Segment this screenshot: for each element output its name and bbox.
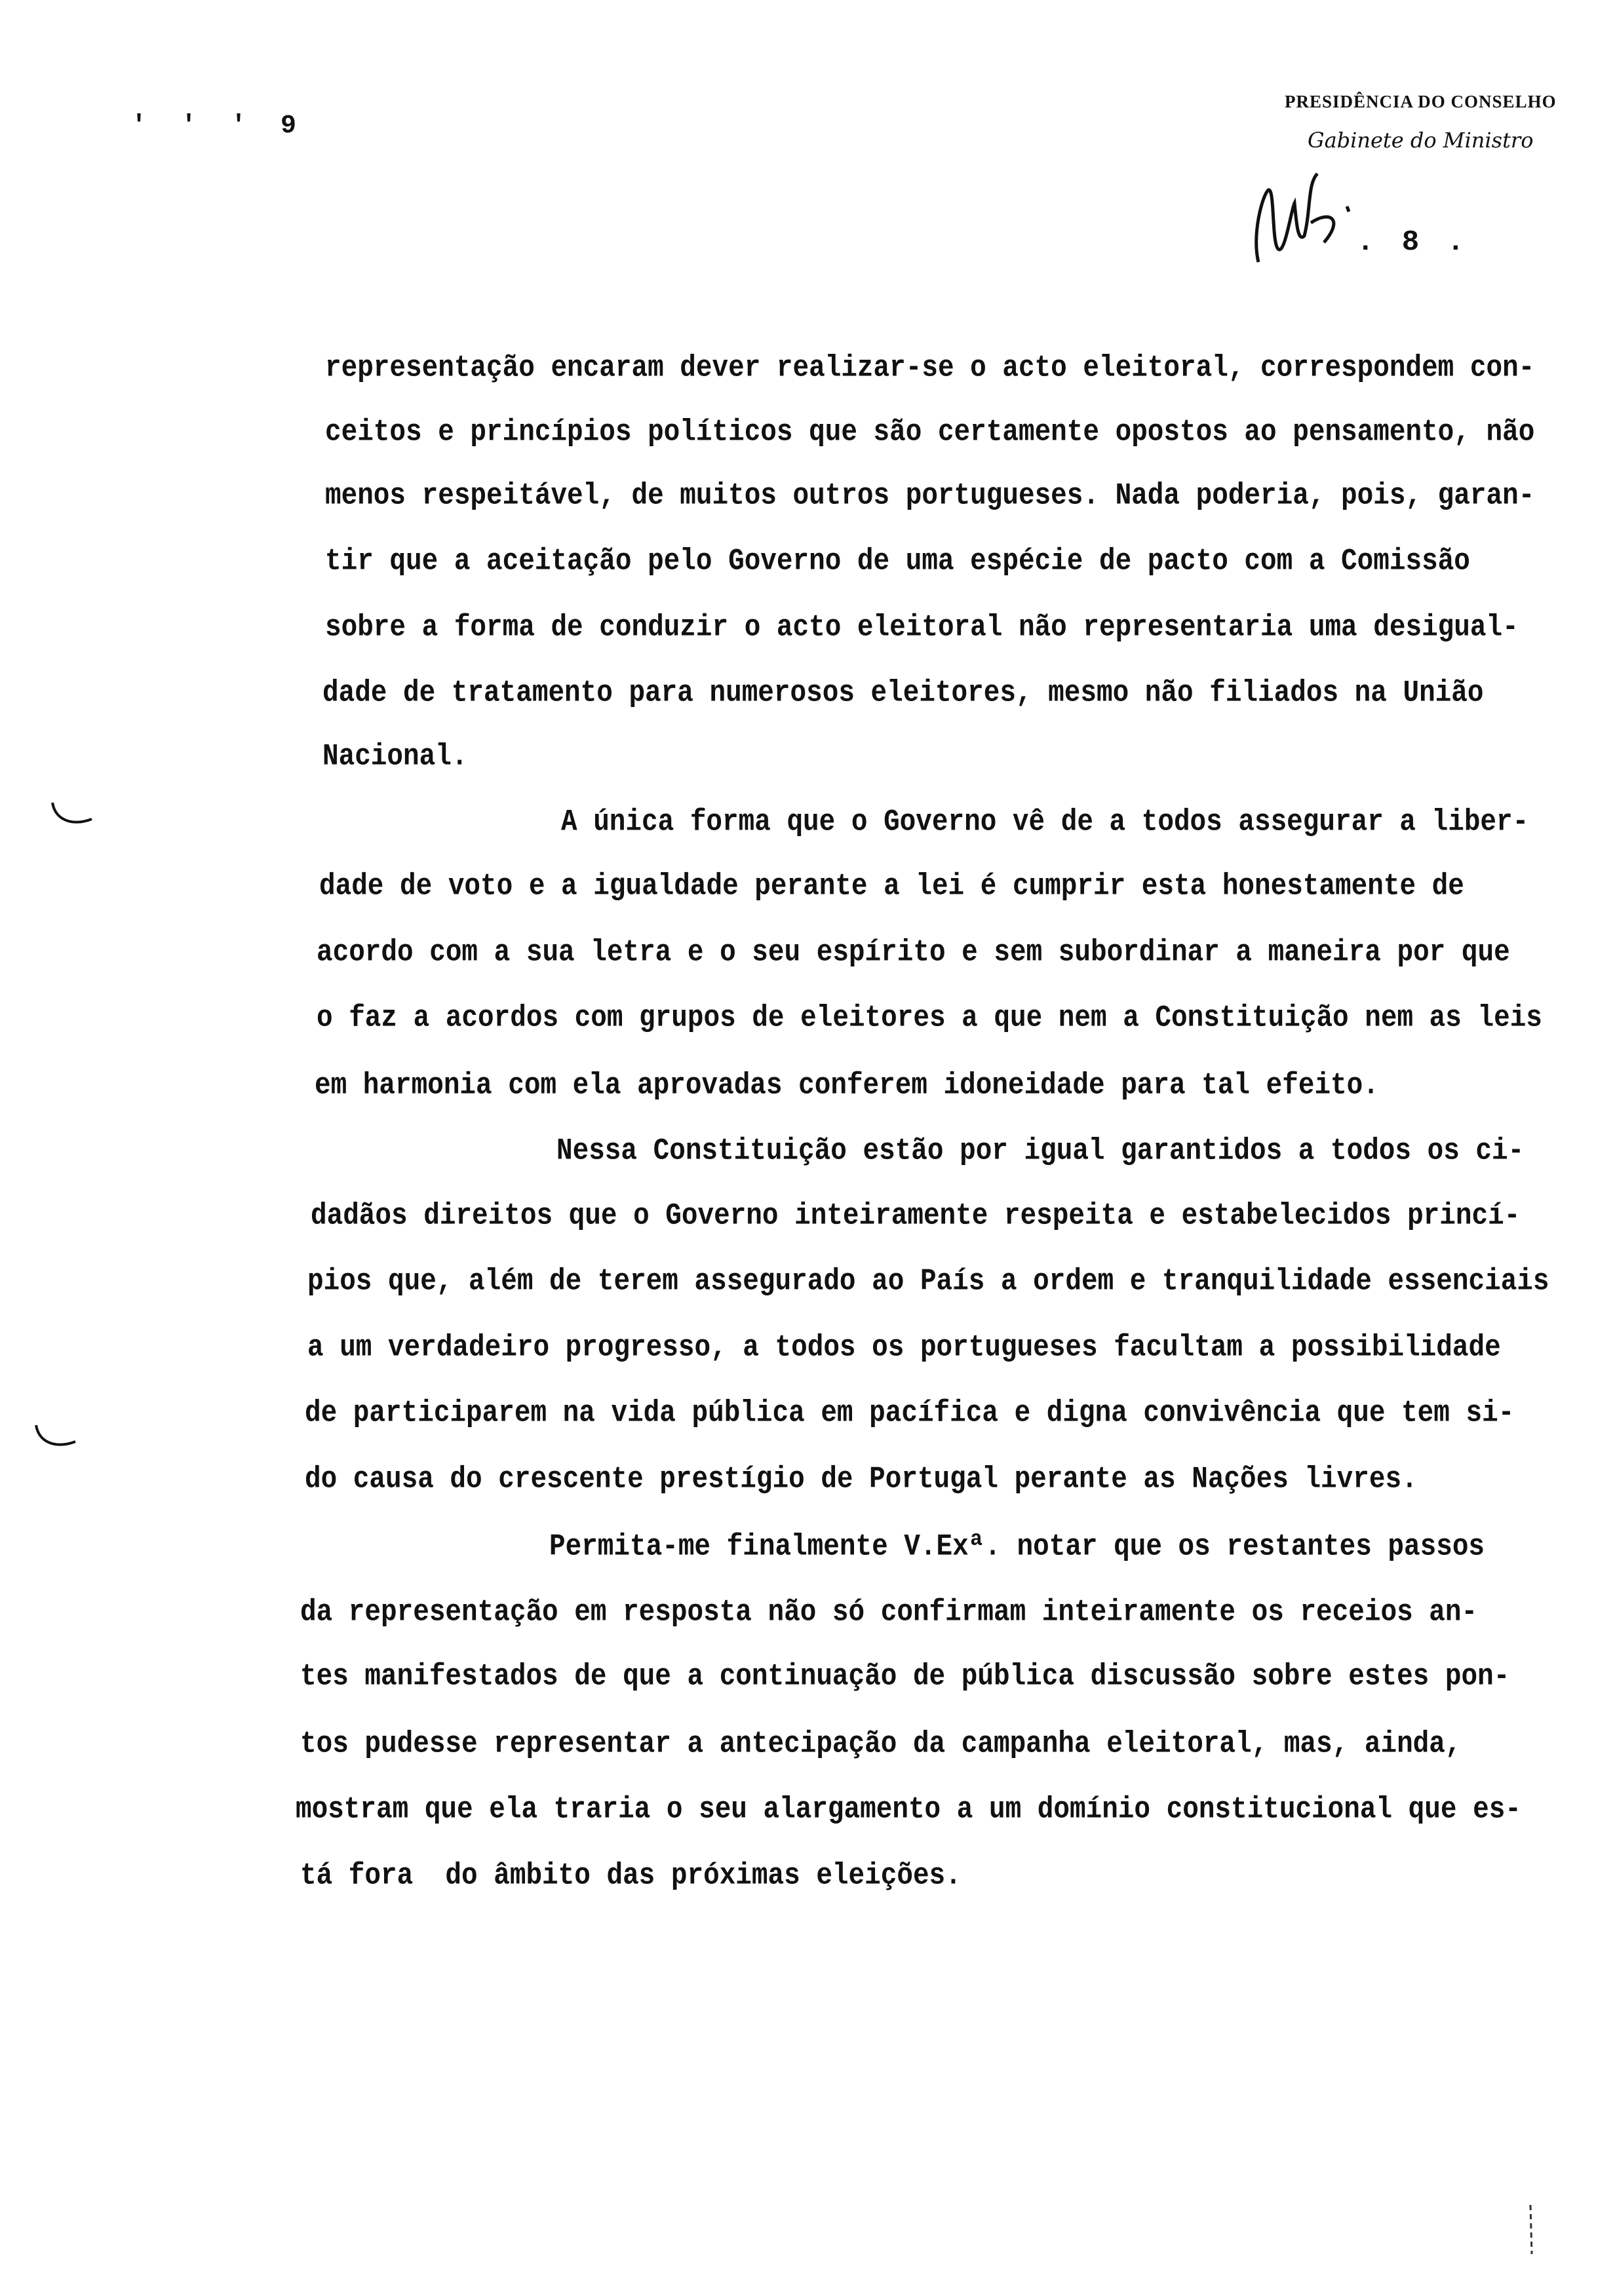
- body-line: a um verdadeiro progresso, a todos os portugueses facultam a possibilidade: [307, 1331, 1501, 1366]
- body-line: em harmonia com ela aprovadas conferem idoneidade para tal efeito.: [315, 1069, 1379, 1103]
- body-line: ceitos e princípios políticos que são certamente opostos ao pensamento, não: [325, 415, 1535, 450]
- body-line: mostram que ela traria o seu alargamento a um domínio constitucional que es-: [296, 1793, 1521, 1827]
- margin-bracket-mark: [49, 799, 95, 832]
- body-line: de participarem na vida pública em pacífica e digna convivência que tem si-: [305, 1396, 1515, 1431]
- body-line: Nacional.: [322, 740, 468, 775]
- body-line: dade de voto e a igualdade perante a lei é cumprir esta honestamente de: [319, 870, 1464, 904]
- letterhead-office: Gabinete do Ministro: [1308, 128, 1534, 153]
- body-line: dadãos direitos que o Governo inteiramente respeita e estabelecidos princí-: [311, 1199, 1521, 1234]
- body-line: representação encaram dever realizar-se o acto eleitoral, correspondem con-: [325, 351, 1535, 386]
- top-left-marks: ' ' ' 9: [131, 111, 306, 141]
- edge-mark: [1524, 2202, 1537, 2261]
- body-line: Nessa Constituição estão por igual garantidos a todos os ci-: [556, 1134, 1525, 1169]
- body-line: menos respeitável, de muitos outros portugueses. Nada poderia, pois, garan-: [325, 479, 1535, 514]
- body-line: tir que a aceitação pelo Governo de uma espécie de pacto com a Comissão: [325, 545, 1470, 579]
- margin-bracket-mark: [33, 1422, 79, 1455]
- body-line: dade de tratamento para numerosos eleitores, mesmo não filiados na União: [322, 676, 1484, 711]
- body-line: tos pudesse representar a antecipação da campanha eleitoral, mas, ainda,: [300, 1727, 1462, 1762]
- body-line: tes manifestados de que a continuação de pública discussão sobre estes pon-: [300, 1660, 1510, 1694]
- letterhead-org: PRESIDÊNCIA DO CONSELHO: [1285, 92, 1557, 111]
- body-line: da representação em resposta não só confirmam inteiramente os receios an-: [300, 1596, 1478, 1630]
- page-number: . 8 .: [1357, 226, 1470, 259]
- body-line: sobre a forma de conduzir o acto eleitoral não representaria uma desigual-: [325, 611, 1519, 645]
- body-line: pios que, além de terem assegurado ao País a ordem e tranquilidade essenciais: [307, 1265, 1549, 1299]
- body-line: A única forma que o Governo vê de a todos assegurar a liber-: [561, 805, 1529, 840]
- body-line: Permita-me finalmente V.Exª. notar que os restantes passos: [549, 1530, 1485, 1565]
- body-line: acordo com a sua letra e o seu espírito e sem subordinar a maneira por que: [317, 936, 1510, 970]
- body-line: do causa do crescente prestígio de Portugal perante as Nações livres.: [305, 1463, 1418, 1497]
- body-line: tá fora do âmbito das próximas eleições.: [300, 1859, 962, 1894]
- body-line: o faz a acordos com grupos de eleitores a que nem a Constituição nem as leis: [317, 1001, 1542, 1036]
